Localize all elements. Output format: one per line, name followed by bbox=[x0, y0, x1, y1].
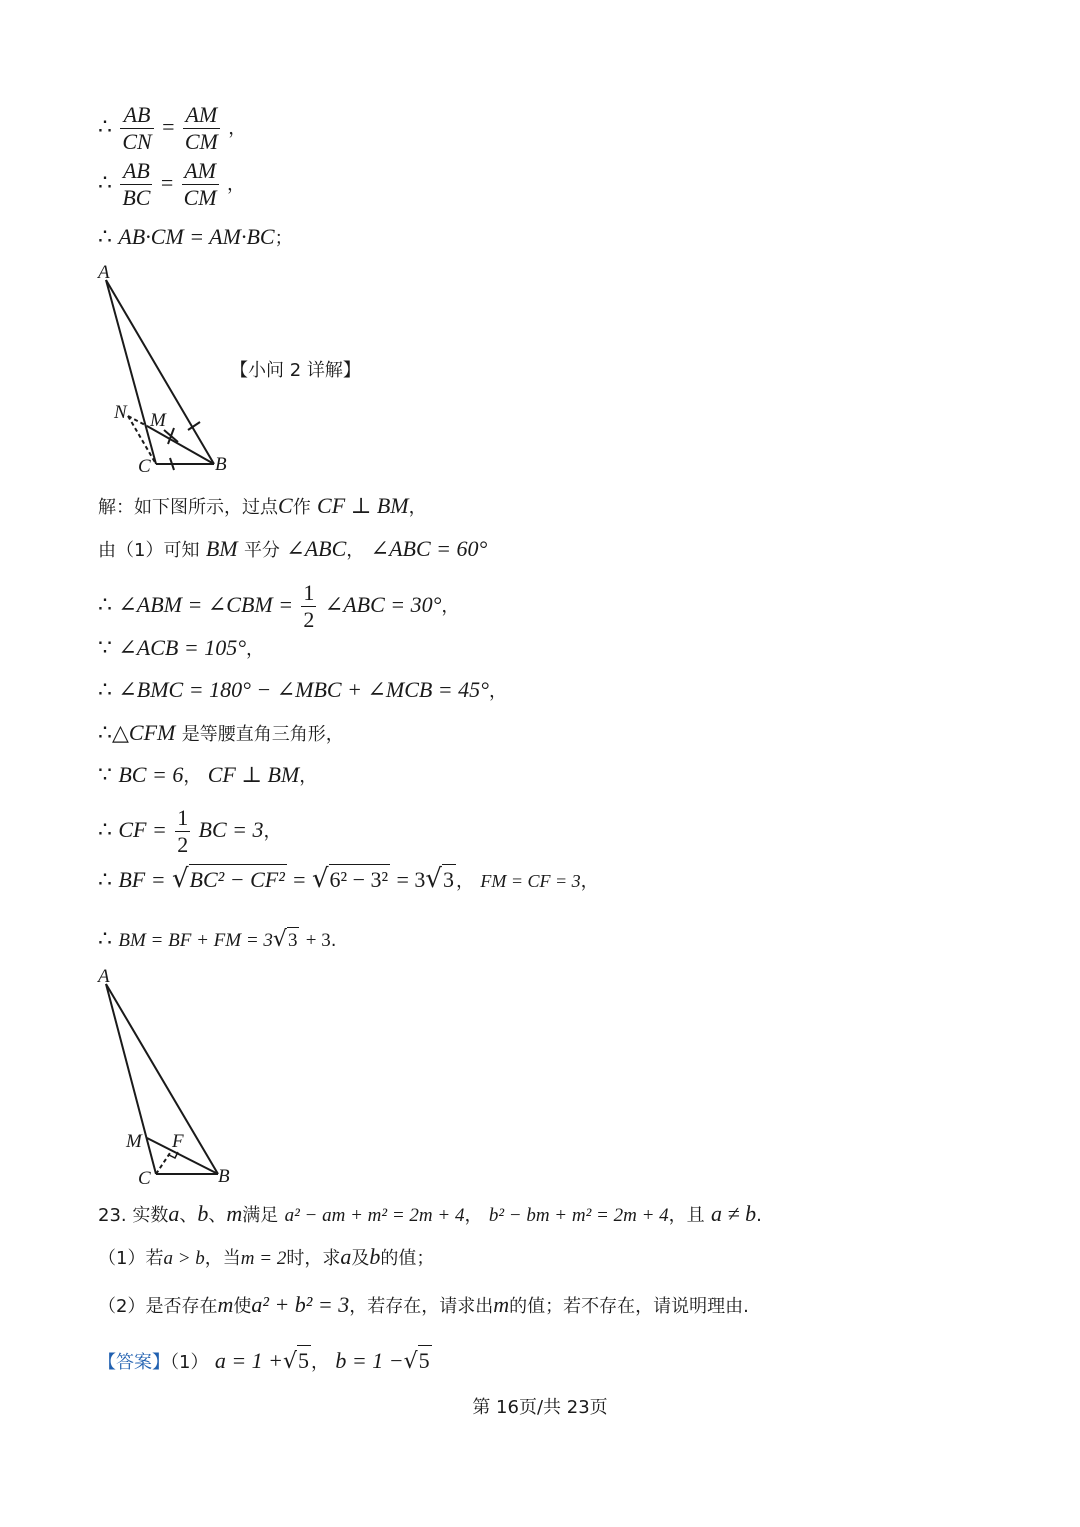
label-M: M bbox=[126, 1131, 142, 1152]
triangle-figure-1 bbox=[90, 258, 250, 478]
fraction: $\frac{AM}{CM}$ bbox=[184, 102, 218, 154]
proof-line-ratio-1: ∴ $\frac{AB}{CN}$ = $\frac{AM}{CM}$ ， bbox=[98, 102, 247, 154]
label-C: C bbox=[138, 1168, 151, 1189]
question-23-part-1: （1）若a > b，当m = 2时，求a及b的值； bbox=[98, 1244, 435, 1269]
triangle-figure-2 bbox=[90, 962, 250, 1192]
line-angle-acb: ∵ ∠ACB = 105°， bbox=[98, 635, 264, 660]
line-bf-value: ∴ BF = √BC² − CF² = √6² − 3² = 3√3 ， FM = CF = 3， bbox=[98, 864, 599, 894]
line-angle-bmc: ∴ ∠BMC = 180° − ∠MBC + ∠MCB = 45°， bbox=[98, 677, 507, 702]
fraction: $\frac{AB}{BC}$ bbox=[122, 158, 151, 210]
label-N: N bbox=[114, 402, 127, 423]
fraction: $\frac{AM}{CM}$ bbox=[183, 158, 217, 210]
question-23-part-2: （2）是否存在m使a² + b² = 3，若存在，请求出m的值；若不存在，请说明理由. bbox=[98, 1292, 749, 1317]
label-C: C bbox=[138, 456, 151, 477]
sub-question-2-heading: 【小问 2 详解】 bbox=[230, 360, 361, 381]
page-footer: 第 16页/共 23页 bbox=[472, 1397, 608, 1418]
question-23-stem: 23. 实数a、b、m满足 a² − am + m² = 2m + 4， b² − bm + m² = 2m + 4，且 a ≠ b. bbox=[98, 1201, 762, 1226]
label-F: F bbox=[172, 1131, 184, 1152]
line-cf-value: ∴ CF = $\frac{1}{2}$ BC = 3， bbox=[98, 805, 282, 857]
answer-line: 【答案】（1） a = 1 +√5 ， b = 1 −√5 bbox=[98, 1350, 432, 1373]
proof-line-product: ∴ AB·CM = AM·BC； bbox=[98, 224, 293, 249]
line-bm-value: ∴ BM = BF + FM = 3√3 + 3. bbox=[98, 926, 337, 952]
fraction: $\frac{1}{2}$ bbox=[303, 580, 315, 632]
line-half-angle: ∴ ∠ABM = ∠CBM = $\frac{1}{2}$ ∠ABC = 30°， bbox=[98, 580, 460, 632]
answer-tag: 【答案】 bbox=[98, 1352, 170, 1373]
label-M: M bbox=[150, 410, 166, 431]
solution-intro: 解：如下图所示，过点C作 CF ⊥ BM， bbox=[98, 493, 427, 518]
fraction: $\frac{AB}{CN}$ bbox=[122, 102, 152, 154]
label-A: A bbox=[98, 262, 110, 283]
label-B: B bbox=[215, 454, 227, 475]
line-bc-value: ∵ BC = 6， CF ⊥ BM， bbox=[98, 762, 318, 787]
proof-line-ratio-2: ∴ $\frac{AB}{BC}$ = $\frac{AM}{CM}$ ， bbox=[98, 158, 245, 210]
label-B: B bbox=[218, 1166, 230, 1187]
label-A: A bbox=[98, 966, 110, 987]
fraction: $\frac{1}{2}$ bbox=[177, 805, 189, 857]
line-isosceles: ∴△CFM 是等腰直角三角形， bbox=[98, 720, 344, 745]
line-bisector: 由（1）可知 BM 平分 ∠ABC， ∠ABC = 60° bbox=[98, 536, 488, 561]
